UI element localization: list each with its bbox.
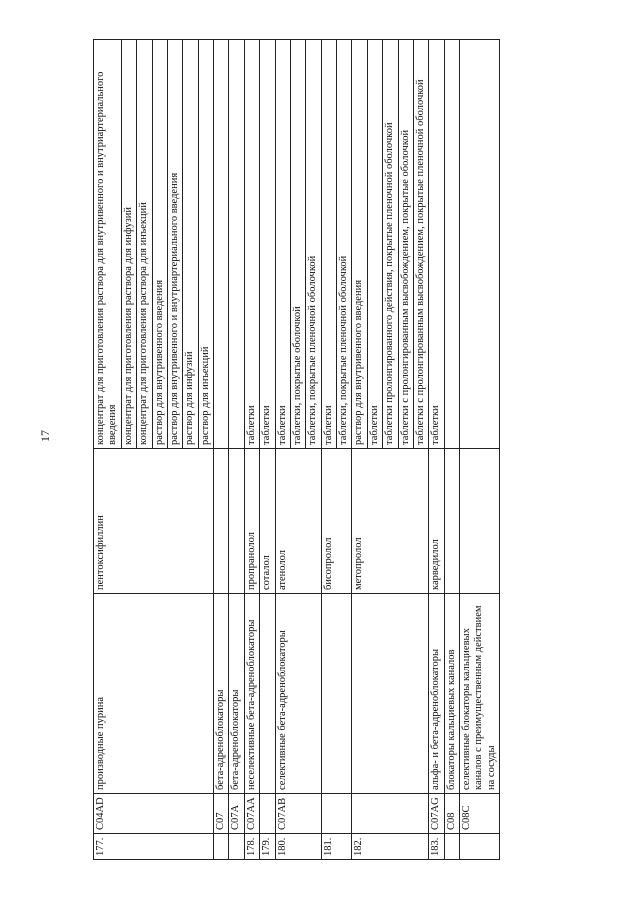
dosage-form-cell: таблетки [260, 40, 275, 449]
dosage-form-cell [214, 40, 229, 449]
row-number-cell [460, 834, 500, 860]
drug-name-cell: пропранолол [244, 449, 259, 594]
row-number-cell: 179. [260, 834, 275, 860]
rotated-page-content [93, 40, 628, 860]
drug-name-cell: бисопролол [321, 449, 352, 594]
drug-name-cell: карведилол [429, 449, 444, 594]
table-row [275, 40, 290, 860]
pharmacological-group-cell [352, 594, 429, 794]
atc-code-cell: C08 [444, 794, 459, 834]
atc-code-cell: C04AD [94, 794, 214, 834]
pharmacological-group-cell: производные пурина [94, 594, 214, 794]
dosage-form-cell: таблетки [367, 40, 382, 449]
row-number-cell: 180. [275, 834, 321, 860]
drug-name-cell [229, 449, 244, 594]
dosage-form-cell: раствор для внутривенного введения [352, 40, 367, 449]
atc-code-cell: C07AA [244, 794, 259, 834]
drug-name-cell [214, 449, 229, 594]
pharmacological-group-cell: бета-адреноблокаторы [229, 594, 244, 794]
dosage-form-cell: таблетки [275, 40, 290, 449]
dosage-form-cell: таблетки, покрытые оболочкой [290, 40, 305, 449]
pharmacological-group-cell: альфа- и бета-адреноблокаторы [429, 594, 444, 794]
dosage-form-cell: таблетки, покрытые пленочной оболочкой [337, 40, 352, 449]
drug-list-table-body [94, 40, 500, 860]
dosage-form-cell: таблетки пролонгированного действия, покрытые пленочной оболочкой [383, 40, 398, 449]
table-row [321, 40, 336, 860]
pharmacological-group-cell: селективные блокаторы кальциевых каналов с преимущественным действием на сосуды [460, 594, 500, 794]
pharmacological-group-cell [321, 594, 352, 794]
drug-name-cell: атенолол [275, 449, 321, 594]
dosage-form-cell: таблетки [321, 40, 336, 449]
dosage-form-cell: таблетки с пролонгированным высвобождением, покрытые оболочкой [398, 40, 413, 449]
pharmacological-group-cell: бета-адреноблокаторы [214, 594, 229, 794]
dosage-form-cell: концентрат для приготовления раствора для внутривенного и внутриартериального введения [94, 40, 122, 449]
table-row [214, 40, 229, 860]
dosage-form-cell: раствор для инфузий [183, 40, 198, 449]
page-number: 17 [38, 430, 52, 442]
atc-code-cell: C07A [229, 794, 244, 834]
table-row [94, 40, 122, 860]
dosage-form-cell: концентрат для приготовления раствора для инъекций [137, 40, 152, 449]
atc-code-cell: C07 [214, 794, 229, 834]
atc-code-cell [260, 794, 275, 834]
drug-name-cell: соталол [260, 449, 275, 594]
drug-name-cell [444, 449, 459, 594]
dosage-form-cell: таблетки с пролонгированным высвобождением, покрытые пленочной оболочкой [413, 40, 428, 449]
atc-code-cell [321, 794, 352, 834]
dosage-form-cell: раствор для внутривенного и внутриартериального введения [167, 40, 182, 449]
drug-name-cell [460, 449, 500, 594]
table-row [244, 40, 259, 860]
row-number-cell [214, 834, 229, 860]
table-row [260, 40, 275, 860]
dosage-form-cell [229, 40, 244, 449]
drug-name-cell: пентоксифиллин [94, 449, 214, 594]
row-number-cell: 182. [352, 834, 429, 860]
dosage-form-cell: таблетки [244, 40, 259, 449]
atc-code-cell: C07AB [275, 794, 321, 834]
dosage-form-cell: таблетки [429, 40, 444, 449]
dosage-form-cell: раствор для инъекций [198, 40, 213, 449]
row-number-cell [444, 834, 459, 860]
drug-name-cell: метопролол [352, 449, 429, 594]
table-row [444, 40, 459, 860]
row-number-cell [229, 834, 244, 860]
table-row [352, 40, 367, 860]
table-row [429, 40, 444, 860]
drug-list-table [93, 39, 500, 860]
pharmacological-group-cell: блокаторы кальциевых каналов [444, 594, 459, 794]
row-number-cell: 183. [429, 834, 444, 860]
pharmacological-group-cell: селективные бета-адреноблокаторы [275, 594, 321, 794]
atc-code-cell [352, 794, 429, 834]
dosage-form-cell: раствор для внутривенного введения [152, 40, 167, 449]
dosage-form-cell: таблетки, покрытые пленочной оболочкой [306, 40, 321, 449]
table-row [460, 40, 500, 860]
table-row [229, 40, 244, 860]
dosage-form-cell [460, 40, 500, 449]
row-number-cell: 181. [321, 834, 352, 860]
row-number-cell: 178. [244, 834, 259, 860]
atc-code-cell: C07AG [429, 794, 444, 834]
row-number-cell: 177. [94, 834, 214, 860]
pharmacological-group-cell: неселективные бета-адреноблокаторы [244, 594, 259, 794]
dosage-form-cell: концентрат для приготовления раствора для инфузий [121, 40, 136, 449]
atc-code-cell: C08C [460, 794, 500, 834]
dosage-form-cell [444, 40, 459, 449]
pharmacological-group-cell [260, 594, 275, 794]
